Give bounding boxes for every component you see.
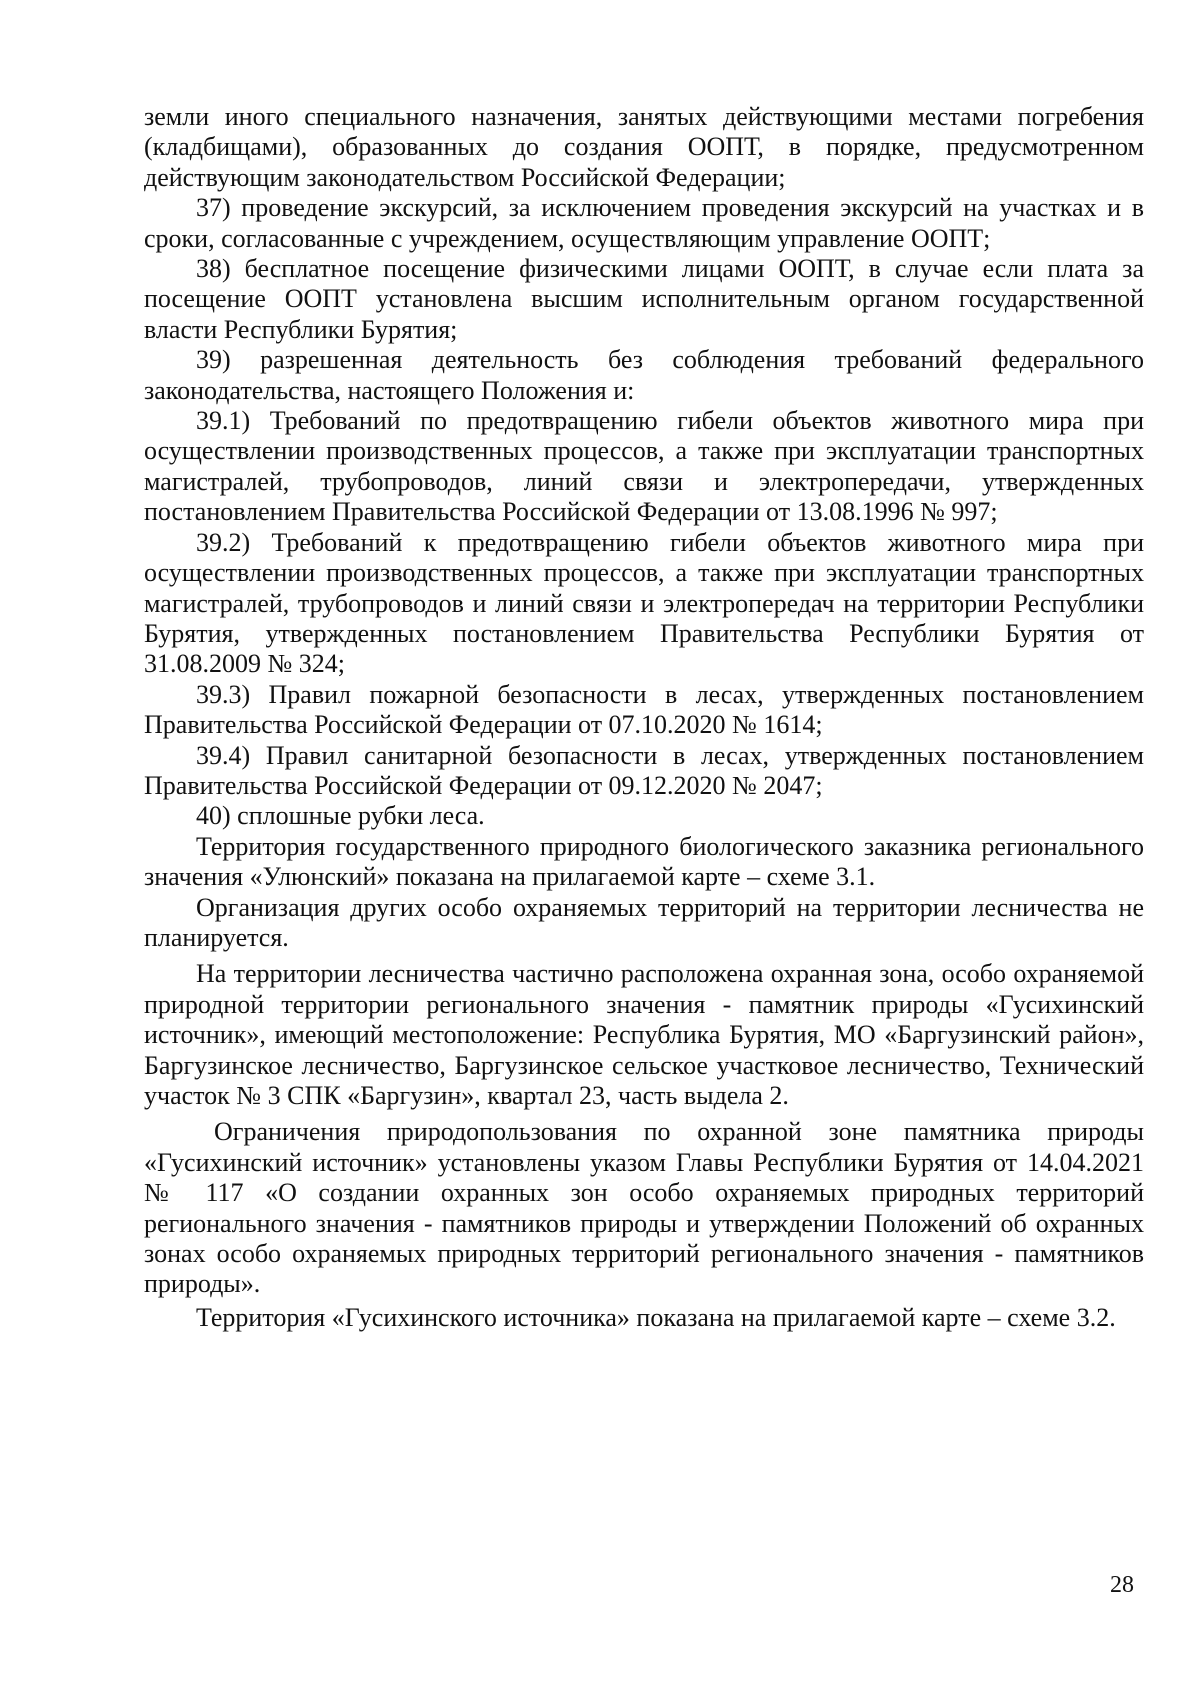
paragraph-other-territories: Организация других особо охраняемых территорий на территории лесничества не планируется. bbox=[144, 892, 1144, 952]
paragraph-ulyunsky-reserve: Территория государственного природного биологического заказника регионального значения «Улюнский» показана на прилагаемой карте – схеме 3.1. bbox=[144, 831, 1144, 892]
paragraph-item-39: 39) разрешенная деятельность без соблюдения требований федерального законодательства, настоящего Положения и: bbox=[144, 345, 1144, 405]
paragraph-item-38: 38) бесплатное посещение физическими лицами ООПТ, в случае если плата за посещение ООПТ установлена высшим исполнительным органом государственной власти Республики Бурятия; bbox=[144, 254, 1144, 344]
paragraph-gusikhinsky-map: Территория «Гусихинского источника» показана на прилагаемой карте – схеме 3.2. bbox=[196, 1302, 1116, 1332]
paragraph-continuation: земли иного специального назначения, занятых действующими местами погребения (кладбищами), образованных до создания ООПТ, в порядке, предусмотренном действующим законодательством Российской Федерации; bbox=[144, 102, 1144, 192]
page-number: 28 bbox=[1110, 1572, 1134, 1598]
paragraph-item-40: 40) сплошные рубки леса. bbox=[196, 801, 485, 831]
paragraph-protection-zone: На территории лесничества частично расположена охранная зона, особо охраняемой природной территории регионального значения - памятник природы «Гусихинский источник», имеющий местоположение: Республика Бурятия, МО «Баргузинский район», Баргузинское лесничество, Баргузинское сельское участковое лесничество, Технический участок № 3 СПК «Баргузин», квартал 23, часть выдела 2. bbox=[144, 959, 1144, 1110]
paragraph-restrictions: Ограничения природопользования по охранной зоне памятника природы «Гусихинский источник» установлены указом Главы Республики Бурятия от 14.04.2021 № 117 «О создании охранных зон особо охраняемых природных территорий регионального значения - памятников природы и утверждении Положений об охранных зонах особо охраняемых природных территорий регионального значения - памятников природы». bbox=[144, 1117, 1144, 1299]
paragraph-item-39-3: 39.3) Правил пожарной безопасности в лесах, утвержденных постановлением Правительства Российской Федерации от 07.10.2020 № 1614; bbox=[144, 679, 1144, 740]
paragraph-item-39-4: 39.4) Правил санитарной безопасности в лесах, утвержденных постановлением Правительства Российской Федерации от 09.12.2020 № 2047; bbox=[144, 740, 1144, 800]
paragraph-item-39-1: 39.1) Требований по предотвращению гибели объектов животного мира при осуществлении производственных процессов, а также при эксплуатации транспортных магистралей, трубопроводов, линий связи и электропередачи, утвержденных постановлением Правительства Российской Федерации от 13.08.1996 № 997; bbox=[144, 406, 1144, 527]
paragraph-item-37: 37) проведение экскурсий, за исключением проведения экскурсий на участках и в сроки, согласованные с учреждением, осуществляющим управление ООПТ; bbox=[144, 193, 1144, 253]
document-body bbox=[144, 102, 1144, 1333]
paragraph-item-39-2: 39.2) Требований к предотвращению гибели объектов животного мира при осуществлении производственных процессов, а также при эксплуатации транспортных магистралей, трубопроводов и линий связи и электропередач на территории Республики Бурятия, утвержденных постановлением Правительства Республики Бурятия от 31.08.2009 № 324; bbox=[144, 527, 1144, 679]
